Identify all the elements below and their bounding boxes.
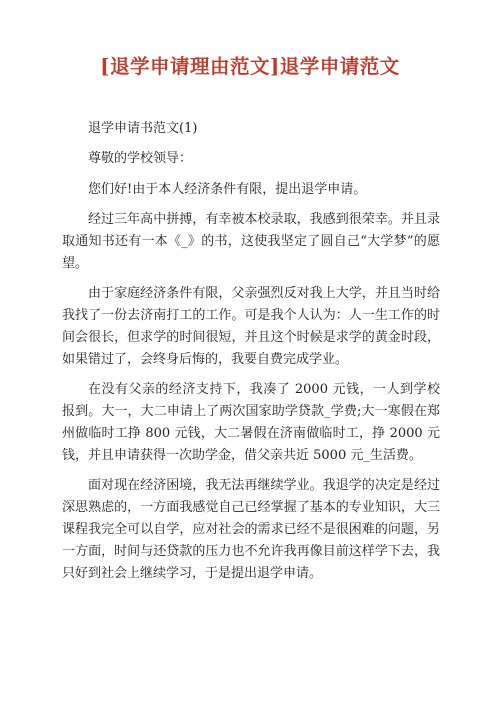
document-title: [退学申请理由范文]退学申请范文 <box>100 55 400 78</box>
paragraph-5: 面对现在经济困境，我无法再继续学业。我退学的决定是经过深思熟虑的，一方面我感觉自己已经掌握了基本的专业知识，大三课程我完全可以自学，应对社会的需求已经不是很困难的问题，另一方面，时间与还贷款的压力也不允许我再像目前这样学下去，我只好到社会上继续学习，于是提出退学申请。 <box>62 478 440 581</box>
salutation: 尊敬的学校领导： <box>88 151 193 166</box>
paragraph-2: 经过三年高中拼搏，有幸被本校录取，我感到很荣幸。并且录取通知书还有一本《_》的书，这使我坚定了圆自己“大学梦”的愿望。 <box>62 212 440 271</box>
paragraph-3: 由于家庭经济条件有限，父亲强烈反对我上大学，并且当时给我找了一份去济南打工的工作。可是我个人认为：人一生工作的时间会很长，但求学的时间很短，并且这个时候是求学的黄金时段，如果错过了，会终身后悔的，我要自费完成学业。 <box>62 286 440 367</box>
section-heading: 退学申请书范文(1) <box>88 121 198 136</box>
document-body <box>62 118 440 593</box>
paragraph-4: 在没有父亲的经济支持下，我凑了 2000 元钱，一人到学校报到。大一，大二申请上了两次国家助学贷款_学费;大一寒假在郑州做临时工挣 800 元钱，大二暑假在济南做临时工，挣 2000 元钱，并且申请获得一次助学金，借父亲共近 5000 元_生活费。 <box>62 382 440 463</box>
paragraph-1: 您们好!由于本人经济条件有限，提出退学申请。 <box>88 182 367 197</box>
